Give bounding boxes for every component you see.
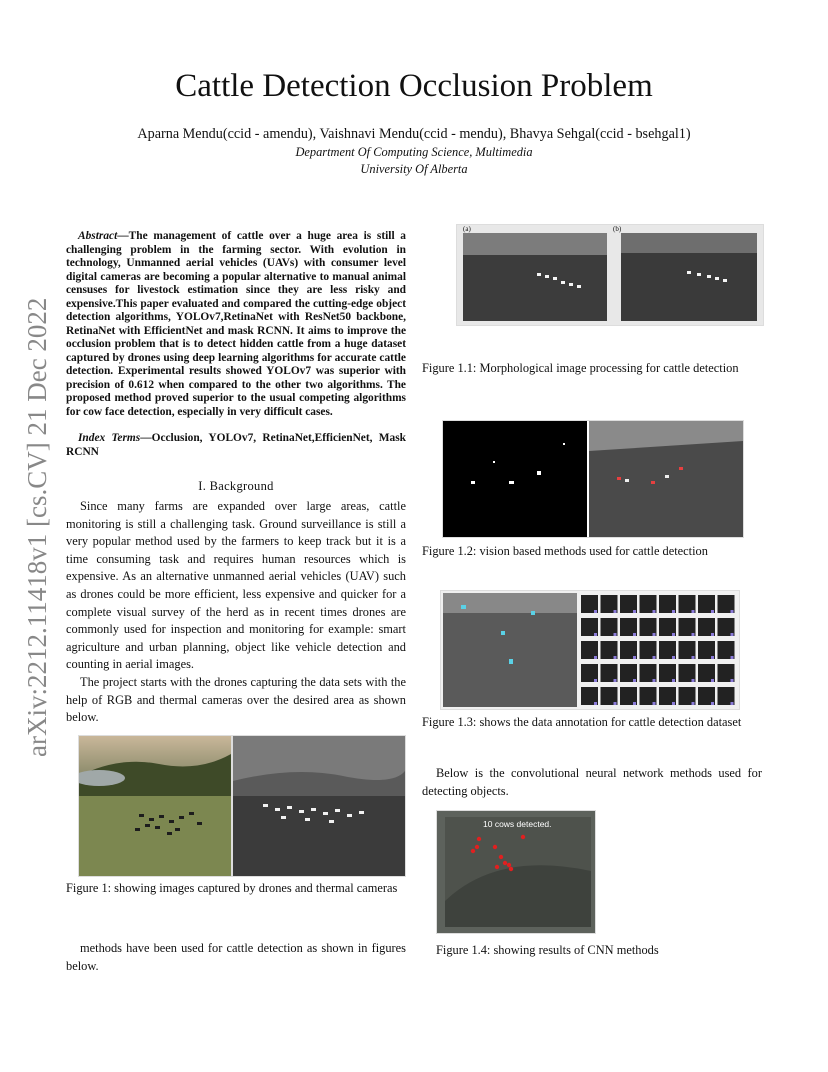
panel-a-label: (a): [463, 225, 471, 233]
paragraph-background: Since many farms are expanded over large areas, cattle monitoring is still a challenging task. Ground surveillance is still a very popular method used by the farmers to keep track but it is a time consuming task and requires human resources which is expensive. As an alternative unmanned aerial vehicles (UAV) such as drones could be more efficient, less expensive and quicker for a complete visual survey of the herd as in recent times drones are commonly used for inspection and monitoring for example: smart agriculture and urban planning, object like vehicle detection and counting in aerial images.: [66, 499, 406, 672]
abstract-label: Abstract: [78, 230, 118, 242]
index-terms-text: —Occlusion, YOLOv7, RetinaNet,EfficienNet, Mask RCNN: [66, 432, 406, 458]
figure-1-1-caption: Figure 1.1: Morphological image processing for cattle detection: [422, 361, 739, 375]
figure-1-2-image: [442, 420, 744, 538]
figure-1-3-caption: Figure 1.3: shows the data annotation for cattle detection dataset: [422, 715, 742, 729]
university: University Of Alberta: [360, 162, 468, 176]
figure-1-4-image: [436, 810, 596, 934]
paragraph-methods: methods have been used for cattle detection as shown in figures below.: [66, 941, 406, 973]
figure-1-rgb-image: [78, 735, 232, 877]
section-heading: I. Background: [198, 479, 274, 493]
index-terms-label: Index Terms: [78, 432, 141, 444]
department: Department Of Computing Science, Multimedia: [295, 145, 533, 159]
abstract: [66, 230, 406, 419]
author-list: Aparna Mendu(ccid - amendu), Vaishnavi Mendu(ccid - mendu), Bhavya Sehgal(ccid - bsehgal1): [137, 126, 691, 142]
figure-1-4-caption: Figure 1.4: showing results of CNN methods: [436, 943, 659, 957]
abstract-text: —The management of cattle over a huge area is still a challenging problem in the farming sector. With evolution in technology, Unmanned aerial vehicles (UAVs) with consumer level digital cameras are becoming a popular alternative to manual animal censuses for livestock estimation since they are less risky and expensive.This paper evaluated and compared the cutting-edge object detection algorithms, YOLOv7,RetinaNet with ResNet50 backbone, RetinaNet with EfficientNet and mask RCNN. It aims to improve the occlusion problem that is to detect hidden cattle from a huge dataset captured by drones using deep learning algorithms for accurate cattle detection. Experimental results showed YOLOv7 was superior with precision of 0.612 when compared to the other two algorithms. The proposed method proved superior to the usual competing algorithms for cow face detection, especially in very difficult cases.: [66, 230, 406, 418]
figure-1-caption: Figure 1: showing images captured by drones and thermal cameras: [66, 881, 398, 895]
paragraph-cnn: Below is the convolutional neural network methods used for detecting objects.: [422, 766, 762, 798]
figure-1-1-image: [456, 224, 764, 326]
figure-1-thermal-image: [232, 735, 406, 877]
arxiv-stamp: arXiv:2212.11418v1 [cs.CV] 21 Dec 2022: [22, 297, 52, 757]
paragraph-project: The project starts with the drones capturing the data sets with the help of RGB and thermal cameras over the desired area as shown below.: [66, 675, 406, 725]
panel-b-label: (b): [613, 225, 622, 233]
index-terms: [66, 432, 406, 459]
paper-title: Cattle Detection Occlusion Problem: [175, 68, 653, 104]
figure-1-2-caption: Figure 1.2: vision based methods used for cattle detection: [422, 544, 708, 558]
figure-1-3-image: [440, 590, 740, 710]
detection-overlay-label: 10 cows detected.: [483, 819, 552, 829]
